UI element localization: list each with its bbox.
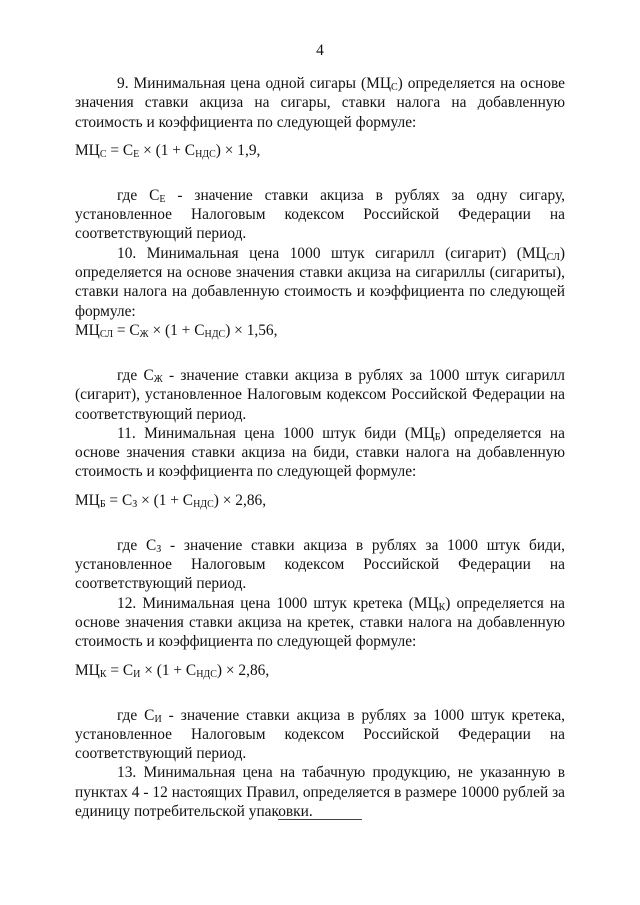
paragraph-text: - значение ставки акциза в рублях за 1000 штук биди, установленное Налоговым кодексом Российской Федерации на соответствующий период. [75,536,565,593]
formula-term: ) × 2,86, [213,491,267,509]
paragraph-10 [75,244,565,321]
formula-term: МЦ [75,141,100,159]
paragraph-text: где С [117,536,157,554]
paragraph-13: 13. Минимальная цена на табачную продукцию, не указанную в пунктах 4 - 12 настоящих Правил, определяется в размере 10000 рублей за единицу потребительской упаковки. [75,764,565,821]
paragraph-9 [75,74,565,132]
subscript: Б [434,431,441,443]
paragraph-text: - значение ставки акциза в рублях за 1000 штук сигарилл (сигарит), установленное Налоговым кодексом Российской Федерации на соответствующий период. [75,366,565,423]
subscript: СЛ [99,328,114,340]
paragraph-text: 12. Минимальная цена 1000 штук кретека (МЦ [117,594,439,612]
subscript: НДС [193,498,214,510]
formula-10 [75,321,565,340]
subscript: К [99,668,107,680]
subscript: Е [133,148,140,160]
paragraph-text: - значение ставки акциза в рублях за одну сигару, установленное Налоговым кодексом Российской Федерации на соответствующий период. [75,186,565,243]
formula-term: = С [106,141,134,159]
subscript: Б [99,498,106,510]
paragraph-text: ) определяется на основе значения ставки акциза на биди, ставки налога на добавленную стоимость и коэффициента по следующей формуле: [75,424,565,481]
formula-term: × (1 + С [140,661,197,679]
document-body [75,74,565,821]
where-clause-9 [75,186,565,244]
paragraph-text: ) определяется на основе значения ставки акциза на кретек, ставки налога на добавленную стоимость и коэффициента по следующей формуле: [75,594,565,651]
where-clause-11 [75,536,565,594]
formula-term: = С [105,491,133,509]
formula-term: МЦ [75,491,100,509]
subscript: НДС [195,148,216,160]
paragraph-text: ) определяется на основе значения ставки акциза на сигариллы (сигариты), ставки налога на добавленную стоимость и коэффициента по следующей формуле: [75,244,565,320]
paragraph-text: - значение ставки акциза в рублях за 1000 штук кретека, установленное Налоговым кодексом Российской Федерации на соответствующий период. [75,706,565,763]
subscript: К [438,601,446,613]
paragraph-11 [75,424,565,482]
formula-term: ) × 1,9, [215,141,261,159]
subscript: НДС [204,328,226,340]
where-clause-10 [75,366,565,424]
paragraph-text: где С [117,366,154,384]
subscript: И [154,713,162,725]
paragraph-text: ) определяется на основе значения ставки акциза на сигары, ставки налога на добавленную стоимость и коэффициента по следующей формуле: [75,75,565,131]
paragraph-text: где С [117,706,155,724]
subscript: Е [159,193,166,205]
closing-rule [278,819,362,820]
subscript: И [133,668,141,680]
formula-term: × (1 + С [137,491,194,509]
paragraph-text: 11. Минимальная цена 1000 штук биди (МЦ [117,424,435,442]
formula-term: ) × 1,56, [225,321,278,339]
formula-term: × (1 + С [139,141,196,159]
subscript: Ж [139,328,149,340]
where-clause-12 [75,706,565,764]
subscript: З [132,498,138,510]
formula-12 [75,661,565,680]
subscript: НДС [196,668,217,680]
subscript: СЛ [546,251,560,263]
formula-term: МЦ [75,321,100,339]
paragraph-12 [75,594,565,652]
subscript: Ж [153,373,163,385]
formula-term: ) × 2,86, [216,661,270,679]
subscript: З [156,543,162,555]
subscript: С [99,148,107,160]
paragraph-text: 10. Минимальная цена 1000 штук сигарилл (сигарит) (МЦ [117,244,547,262]
formula-term: МЦ [75,661,100,679]
formula-9 [75,141,565,160]
formula-11 [75,491,565,510]
subscript: С [390,82,398,93]
paragraph-text: где С [117,186,160,204]
paragraph-text: 9. Минимальная цена одной сигары (МЦ [117,75,391,92]
formula-term: = С [106,661,134,679]
formula-term: × (1 + С [148,321,205,339]
formula-term: = С [113,321,140,339]
page-number: 4 [316,42,324,59]
